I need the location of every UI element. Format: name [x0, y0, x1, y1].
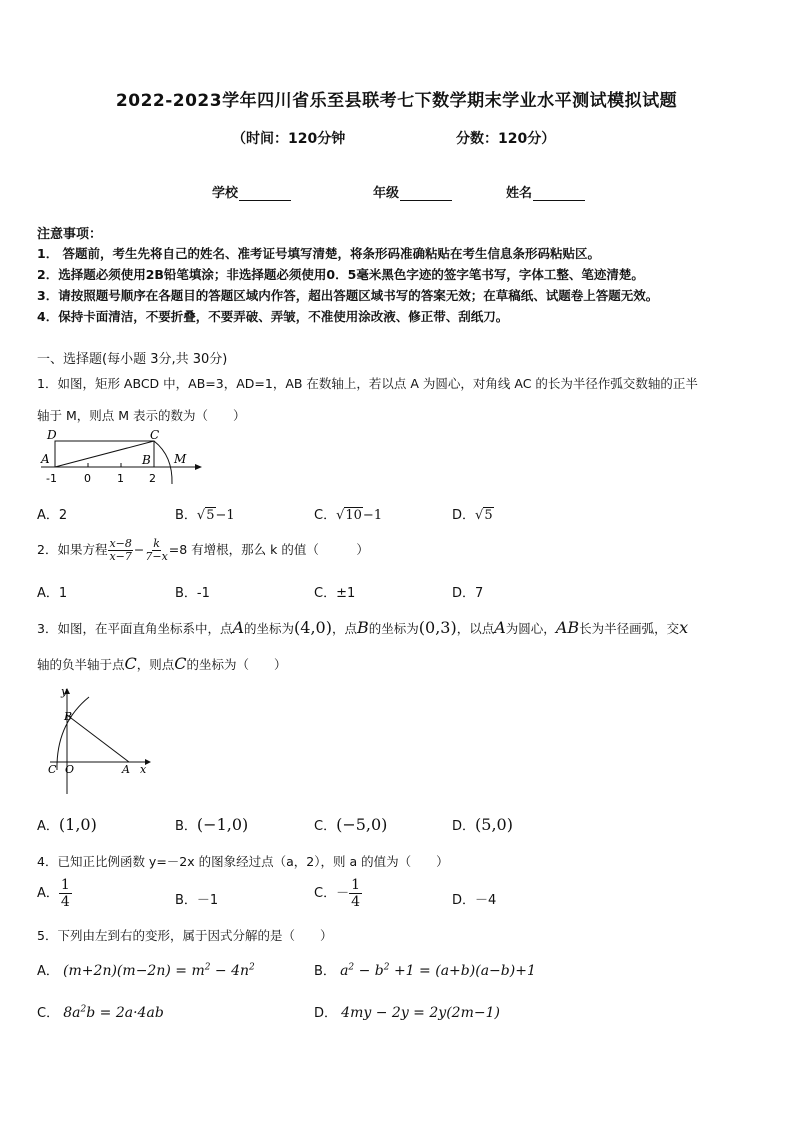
note-item: 4．保持卡面清洁，不要折叠，不要弄破、弄皱，不准使用涂改液、修正带、刮纸刀。 [37, 309, 509, 324]
option-label: C． [314, 508, 337, 523]
fraction [349, 877, 362, 910]
q1-stem-line2: 轴于 M，则点 M 表示的数为（ ） [37, 408, 246, 423]
tick-label: -1 [46, 472, 57, 485]
q3-option-d[interactable] [452, 815, 513, 834]
q1-figure [36, 428, 208, 486]
fraction [59, 877, 72, 910]
q4-option-a[interactable] [37, 877, 72, 910]
label-c: C [150, 428, 160, 442]
denominator: 7−x [145, 550, 168, 563]
label-a: A [41, 452, 50, 466]
school-field [212, 182, 291, 201]
q2-suffix: =8 有增根，那么 k 的值（ ） [168, 542, 369, 557]
segment-ab: AB [555, 618, 580, 637]
q2-prefix: 2．如果方程 [37, 542, 108, 557]
option-label: B． [175, 819, 197, 834]
sqrt: √5 [475, 508, 493, 523]
name-label: 姓名 [506, 186, 533, 201]
label-y: y [61, 685, 68, 698]
var-x: x [679, 618, 689, 637]
label-a: A [122, 763, 130, 776]
note-item: 2．选择题必须使用2B铅笔填涂；非选择题必须使用0．5毫米黑色字迹的签字笔书写，字体工整、笔迹清楚。 [37, 267, 644, 282]
school-blank[interactable] [239, 187, 291, 201]
text: ，点 [331, 621, 357, 636]
option-label: B． [314, 964, 336, 979]
numerator: k [153, 537, 160, 550]
option-label: D． [452, 819, 476, 834]
option-label: C． [314, 819, 337, 834]
q3-figure [44, 684, 156, 798]
sqrt: √10 [336, 508, 362, 523]
option-label: C．－ [314, 886, 350, 901]
option-expression: $8a^2b = 2a\cdot 4ab$ [63, 1004, 164, 1021]
q5-stem: 5．下列由左到右的变形，属于因式分解的是（ ） [37, 928, 333, 943]
option-label: D． [314, 1006, 338, 1021]
grade-label: 年级 [373, 186, 400, 201]
q3-stem-line1 [37, 618, 688, 637]
name-field [506, 182, 585, 201]
diagonal-ac [55, 441, 154, 467]
tick-label: 2 [149, 472, 156, 485]
fraction [145, 538, 167, 563]
text: 长为半径画弧，交 [579, 621, 680, 636]
arrow-icon [195, 464, 202, 470]
option-expression: 4my − 2y = 2y(2m−1) [341, 1005, 500, 1021]
text: 的坐标为（ ） [186, 657, 287, 672]
q4-option-b[interactable]: B．－1 [175, 893, 219, 908]
option-value: (−1,0) [196, 815, 249, 834]
sqrt: √5 [196, 508, 215, 523]
option-value: (−5,0) [336, 815, 388, 834]
denominator: 4 [60, 894, 70, 910]
q1-option-c[interactable] [314, 504, 382, 523]
option-tail: −1 [215, 508, 235, 523]
grade-field [373, 182, 452, 201]
page-title: 2022-2023学年四川省乐至县联考七下数学期末学业水平测试模拟试题 [115, 91, 678, 111]
numerator: 1 [60, 877, 70, 893]
point-c: C [124, 654, 137, 673]
option-value: (1,0) [58, 815, 97, 834]
option-label: B． [175, 508, 197, 523]
q1-stem-line1: 1．如图，矩形 ABCD 中，AB=3，AD=1，AB 在数轴上，若以点 A 为圆心，对角线 AC 的长为半径作弧交数轴的正半 [37, 376, 698, 391]
q1-option-d[interactable] [452, 504, 494, 523]
text: 3．如图，在平面直角坐标系中，点 [37, 621, 233, 636]
tick-label: 0 [84, 472, 91, 485]
q4-option-c[interactable] [314, 877, 362, 910]
numerator: x−8 [109, 537, 132, 550]
radicand: 5 [206, 508, 215, 523]
numerator: 1 [351, 877, 360, 893]
note-item: 1． 答题前，考生先将自己的姓名、准考证号填写清楚，将条形码准确粘贴在考生信息条形码粘贴区。 [37, 246, 601, 261]
q4-stem: 4．已知正比例函数 y=－2x 的图象经过点（a，2），则 a 的值为（ ） [37, 854, 449, 869]
option-expression: $a^2 - b^2 +1 = (a+b)(a-b)+1$ [340, 962, 536, 979]
denominator: x−7 [109, 550, 132, 563]
text: 的坐标为 [368, 621, 419, 636]
fraction [108, 538, 132, 563]
point-b: B [357, 618, 369, 637]
label-m: M [174, 452, 187, 466]
q5-option-c[interactable] [37, 1002, 164, 1021]
radicand: 10 [345, 508, 362, 523]
coord-b: (0,3) [418, 618, 457, 637]
option-label: A． [37, 886, 59, 901]
q5-option-a[interactable] [37, 960, 255, 979]
text: 为圆心， [505, 621, 556, 636]
label-b: B [64, 710, 73, 723]
option-expression: $(m+2n)(m-2n) = m^2 - 4n^2$ [63, 962, 255, 979]
point-c: C [174, 654, 187, 673]
label-c: C [48, 763, 57, 776]
label-o: O [65, 763, 75, 776]
point-a: A [232, 618, 245, 637]
q4-option-d[interactable]: D．－4 [452, 893, 497, 908]
section-title: 一、选择题(每小题 3分,共 30分) [37, 352, 228, 367]
minus-sign: − [133, 542, 145, 557]
q1-option-b[interactable] [175, 504, 235, 523]
q1-option-a[interactable]: A．2 [37, 508, 68, 523]
q3-option-c[interactable] [314, 815, 387, 834]
q2-stem [37, 538, 369, 563]
radicand: 5 [484, 508, 493, 523]
grade-blank[interactable] [400, 187, 452, 201]
note-item: 3．请按照题号顺序在各题目的答题区域内作答，超出答题区域书写的答案无效；在草稿纸、试题卷上答题无效。 [37, 288, 659, 303]
text: ，以点 [456, 621, 495, 636]
option-tail: −1 [362, 508, 383, 523]
q2-option-b[interactable]: B．-1 [175, 586, 210, 601]
q2-option-c[interactable]: C．±1 [314, 586, 356, 601]
coord-a: (4,0) [294, 618, 332, 637]
school-label: 学校 [212, 186, 239, 201]
label-x: x [140, 763, 147, 776]
text: 的坐标为 [244, 621, 295, 636]
exam-time: （时间：120分钟 [232, 131, 346, 147]
label-b: B [142, 453, 151, 467]
name-blank[interactable] [533, 187, 585, 201]
q5-option-d[interactable] [314, 1002, 500, 1021]
notes-title: 注意事项： [37, 227, 103, 242]
q3-option-a[interactable] [37, 815, 97, 834]
point-a: A [494, 618, 506, 637]
q2-option-a[interactable]: A．1 [37, 586, 68, 601]
q3-option-b[interactable] [175, 815, 248, 834]
tick-label: 1 [117, 472, 124, 485]
text: 轴的负半轴于点 [37, 657, 125, 672]
option-label: C． [37, 1006, 60, 1021]
q5-option-b[interactable] [314, 960, 536, 979]
arc [154, 441, 172, 484]
label-d: D [47, 428, 57, 442]
text: ，则点 [136, 657, 175, 672]
option-label: A． [37, 819, 59, 834]
denominator: 4 [351, 894, 360, 910]
q2-option-d[interactable]: D．7 [452, 586, 484, 601]
option-label: D． [452, 508, 476, 523]
segment-ab [67, 715, 129, 762]
option-value: (5,0) [475, 815, 513, 834]
option-label: A． [37, 964, 59, 979]
exam-score: 分数：120分） [456, 131, 556, 147]
q3-stem-line2 [37, 654, 287, 673]
arc [57, 697, 89, 770]
